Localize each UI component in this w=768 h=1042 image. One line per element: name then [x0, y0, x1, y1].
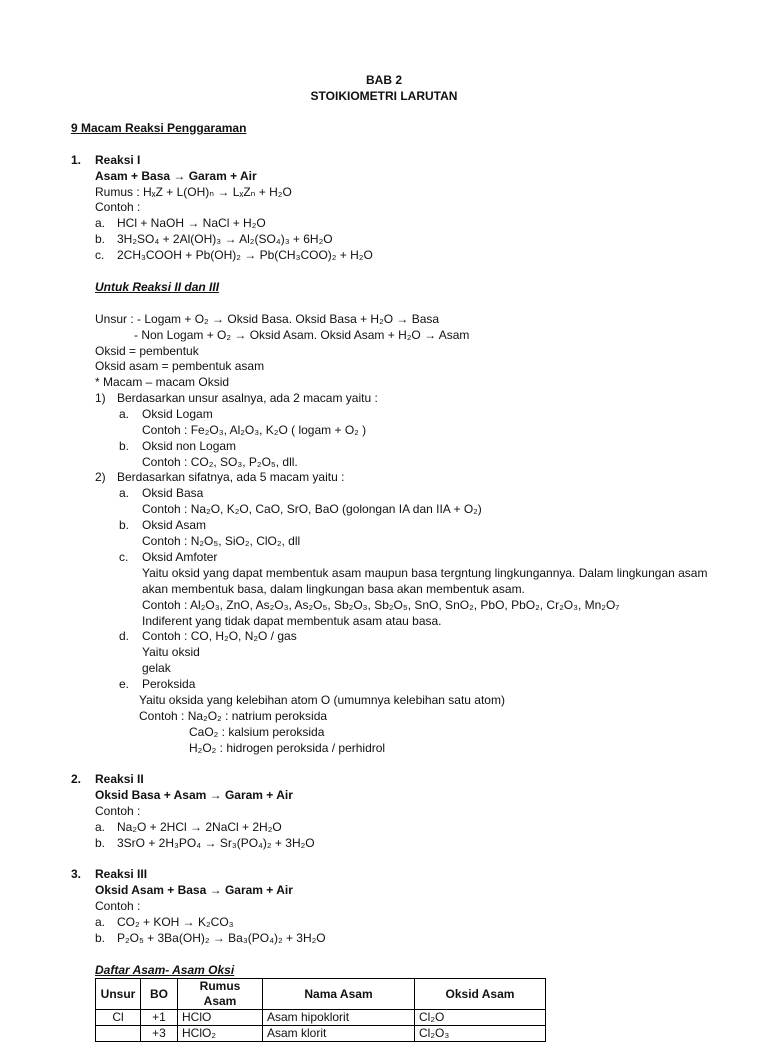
- column-header-nama: Nama Asam: [263, 979, 415, 1010]
- cell-nama: Asam hipoklorit: [263, 1010, 415, 1026]
- reaksi2-example-marker: a.: [95, 820, 106, 834]
- paragraph-line: akan membentuk basa, dalam lingkungan basa akan membentuk asam.: [142, 582, 525, 596]
- reaksi1-rumus: Rumus : HₓZ + L(OH)ₙ → LₓZₙ + H₂O: [95, 185, 292, 199]
- example-text: Contoh : Fe₂O₃, Al₂O₃, K₂O ( logam + O₂ ): [142, 423, 367, 437]
- list-marker: e.: [119, 677, 130, 691]
- chapter-title: STOIKIOMETRI LARUTAN: [310, 89, 458, 103]
- table-row: [96, 1026, 546, 1042]
- example-text: H₂O₂ : hidrogen peroksida / perhidrol: [189, 741, 386, 755]
- unsur-line-1: Unsur : - Logam + O₂ → Oksid Basa. Oksid Basa + H₂O → Basa: [95, 312, 440, 326]
- oksid-definition: Oksid = pembentuk: [95, 344, 199, 358]
- column-header-unsur: Unsur: [96, 979, 141, 1010]
- list-item-text: Berdasarkan unsur asalnya, ada 2 macam yaitu :: [117, 391, 378, 405]
- cell-rumus: HClO₂: [178, 1026, 263, 1042]
- reaksi1-example: 3H₂SO₄ + 2Al(OH)₃ → Al₂(SO₄)₃ + 6H₂O: [117, 232, 333, 246]
- list-marker: d.: [119, 629, 130, 643]
- cell-unsur: [96, 1026, 141, 1042]
- table-header-row: [96, 979, 546, 1010]
- reaksi2-example-marker: b.: [95, 836, 106, 850]
- cell-oksid: Cl₂O₃: [415, 1026, 546, 1042]
- example-text: Contoh : Na₂O₂ : natrium peroksida: [139, 709, 328, 723]
- example-text: CaO₂ : kalsium peroksida: [189, 725, 325, 739]
- list-item-text: Contoh : CO, H₂O, N₂O / gas: [142, 629, 297, 643]
- list-item-text: Oksid Logam: [142, 407, 213, 421]
- reaksi1-example-marker: b.: [95, 232, 106, 246]
- cell-nama: Asam klorit: [263, 1026, 415, 1042]
- list-marker: b.: [119, 518, 130, 532]
- reaksi1-example-marker: c.: [95, 248, 105, 262]
- reaksi2-example: 3SrO + 2H₃PO₄ → Sr₃(PO₄)₂ + 3H₂O: [117, 836, 315, 850]
- reaksi2-equation: Oksid Basa + Asam → Garam + Air: [95, 788, 293, 802]
- reaksi3-example: CO₂ + KOH → K₂CO₃: [117, 915, 234, 929]
- column-header-rumus: Rumus Asam: [178, 979, 263, 1010]
- paragraph-line: gelak: [142, 661, 171, 675]
- reaksi3-example-marker: a.: [95, 915, 106, 929]
- list-marker: c.: [119, 550, 129, 564]
- cell-rumus: HClO: [178, 1010, 263, 1026]
- section-heading: 9 Macam Reaksi Penggaraman: [71, 121, 247, 135]
- cell-bo: +1: [141, 1010, 178, 1026]
- list-marker: 2): [95, 470, 106, 484]
- list-item-text: Berdasarkan sifatnya, ada 5 macam yaitu :: [117, 470, 345, 484]
- list-marker: a.: [119, 486, 130, 500]
- reaksi3-example: P₂O₅ + 3Ba(OH)₂ → Ba₃(PO₄)₂ + 3H₂O: [117, 931, 326, 945]
- daftar-heading: Daftar Asam- Asam Oksi: [95, 963, 235, 977]
- list-marker: a.: [119, 407, 130, 421]
- cell-bo: +3: [141, 1026, 178, 1042]
- reaksi2-title: Reaksi II: [95, 772, 144, 786]
- column-header-oksid: Oksid Asam: [415, 979, 546, 1010]
- list-item-text: Oksid Basa: [142, 486, 204, 500]
- cell-unsur: Cl: [96, 1010, 141, 1026]
- reaksi3-example-marker: b.: [95, 931, 106, 945]
- reaksi2-number: 2.: [71, 772, 82, 786]
- reaksi3-contoh-label: Contoh :: [95, 899, 141, 913]
- list-item-text: Oksid non Logam: [142, 439, 237, 453]
- cell-oksid: Cl₂O: [415, 1010, 546, 1026]
- list-item-text: Oksid Asam: [142, 518, 207, 532]
- reaksi2-example: Na₂O + 2HCl → 2NaCl + 2H₂O: [117, 820, 282, 834]
- acid-table: [95, 978, 546, 1042]
- list-item-text: Peroksida: [142, 677, 196, 691]
- reaksi1-title: Reaksi I: [95, 153, 141, 167]
- paragraph-line: Yaitu oksida yang kelebihan atom O (umumnya kelebihan satu atom): [139, 693, 505, 707]
- list-marker: 1): [95, 391, 106, 405]
- reaksi3-number: 3.: [71, 867, 82, 881]
- column-header-bo: BO: [141, 979, 178, 1010]
- chapter-label: BAB 2: [365, 73, 402, 87]
- reaksi2-contoh-label: Contoh :: [95, 804, 141, 818]
- reaksi3-title: Reaksi III: [95, 867, 148, 881]
- example-text: Contoh : N₂O₅, SiO₂, ClO₂, dll: [142, 534, 301, 548]
- reaksi1-contoh-label: Contoh :: [95, 200, 141, 214]
- oksid-asam-definition: Oksid asam = pembentuk asam: [95, 359, 265, 373]
- example-text: Contoh : Na₂O, K₂O, CaO, SrO, BaO (golongan IA dan IIA + O₂): [142, 502, 482, 516]
- paragraph-line: Yaitu oksid yang dapat membentuk asam maupun basa tergntung lingkungannya. Dalam lingkungan asam: [142, 566, 708, 580]
- paragraph-line: Yaitu oksid: [142, 645, 200, 659]
- reaksi3-equation: Oksid Asam + Basa → Garam + Air: [95, 883, 293, 897]
- reaksi1-number: 1.: [71, 153, 82, 167]
- reaksi1-example: HCl + NaOH → NaCl + H₂O: [117, 216, 266, 230]
- unsur-line-2: - Non Logam + O₂ → Oksid Asam. Oksid Asam + H₂O → Asam: [134, 328, 470, 342]
- reaksi1-example-marker: a.: [95, 216, 106, 230]
- macam-oksid-heading: * Macam – macam Oksid: [95, 375, 230, 389]
- untuk-heading: Untuk Reaksi II dan III: [95, 280, 220, 294]
- example-text: Contoh : Al₂O₃, ZnO, As₂O₃, As₂O₅, Sb₂O₃, Sb₂O₅, SnO, SnO₂, PbO, PbO₂, Cr₂O₃, Mn₂O₇: [142, 598, 620, 612]
- list-marker: b.: [119, 439, 130, 453]
- reaksi1-example: 2CH₃COOH + Pb(OH)₂ → Pb(CH₃COO)₂ + H₂O: [117, 248, 373, 262]
- reaksi1-equation: Asam + Basa → Garam + Air: [95, 169, 257, 183]
- example-text: Contoh : CO₂, SO₃, P₂O₅, dll.: [142, 455, 298, 469]
- list-item-text: Oksid Amfoter: [142, 550, 218, 564]
- table-row: [96, 1010, 546, 1026]
- paragraph-line: Indiferent yang tidak dapat membentuk asam atau basa.: [142, 614, 442, 628]
